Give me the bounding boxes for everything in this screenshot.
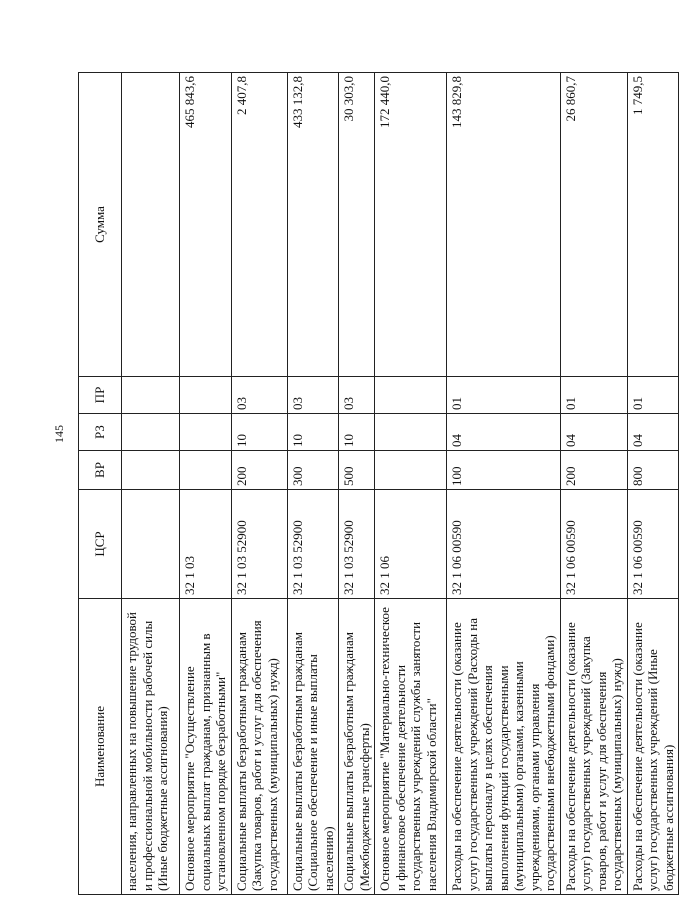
cell-sum: 143 829,8 [447,73,561,377]
cell-pr [122,377,180,414]
cell-vr: 300 [287,451,339,490]
page-number: 145 [52,425,66,443]
rotated-page-content [78,73,676,895]
cell-name: Социальные выплаты безработным гражданам (Межбюджетные трансферты) [339,599,375,895]
cell-rz: 10 [339,414,375,451]
cell-pr: 01 [627,377,679,414]
cell-name: населения, направленных на повышение трудовой и профессиональной мобильности рабочей силы (Иные бюджетные ассигнования) [122,599,180,895]
cell-name: Расходы на обеспечение деятельности (оказание услуг) государственных учреждений (Иные бюджетные ассигнования) [627,599,679,895]
table-row [375,73,447,895]
cell-csr: 32 1 06 00590 [627,490,679,599]
header-rz: РЗ [79,414,122,451]
header-name: Наименование [79,599,122,895]
cell-name: Социальные выплаты безработным гражданам (Социальное обеспечение и иные выплаты населению) [287,599,339,895]
cell-csr: 32 1 03 52900 [231,490,287,599]
table-row [231,73,287,895]
cell-vr: 200 [560,451,627,490]
cell-vr [122,451,180,490]
table-row [339,73,375,895]
cell-sum [122,73,180,377]
cell-csr: 32 1 03 52900 [287,490,339,599]
cell-sum: 433 132,8 [287,73,339,377]
cell-name: Социальные выплаты безработным гражданам (Закупка товаров, работ и услуг для обеспечения государственных (муниципальных) нужд) [231,599,287,895]
header-vr: ВР [79,451,122,490]
table-row [287,73,339,895]
cell-pr: 03 [339,377,375,414]
cell-vr [375,451,447,490]
header-csr: ЦСР [79,490,122,599]
cell-vr: 500 [339,451,375,490]
cell-csr: 32 1 06 [375,490,447,599]
cell-vr: 100 [447,451,561,490]
cell-rz: 04 [560,414,627,451]
cell-pr [180,377,232,414]
cell-sum: 30 303,0 [339,73,375,377]
cell-sum: 465 843,6 [180,73,232,377]
cell-pr: 01 [560,377,627,414]
table-row [122,73,180,895]
cell-csr: 32 1 06 00590 [447,490,561,599]
cell-sum: 172 440,0 [375,73,447,377]
cell-pr: 03 [231,377,287,414]
cell-sum: 2 407,8 [231,73,287,377]
cell-name: Основное мероприятие "Материально-техническое и финансовое обеспечение деятельности государственных учреждений службы занятости населения Владимирской области" [375,599,447,895]
cell-pr: 03 [287,377,339,414]
cell-csr [122,490,180,599]
cell-vr: 200 [231,451,287,490]
cell-sum: 26 860,7 [560,73,627,377]
cell-csr: 32 1 03 [180,490,232,599]
cell-rz [122,414,180,451]
table-row [447,73,561,895]
cell-sum: 1 749,5 [627,73,679,377]
cell-name: Основное мероприятие "Осуществление социальных выплат гражданам, признанным в установленном порядке безработными" [180,599,232,895]
cell-rz: 10 [231,414,287,451]
table-row [560,73,627,895]
table-row [627,73,679,895]
cell-vr [180,451,232,490]
cell-csr: 32 1 06 00590 [560,490,627,599]
cell-csr: 32 1 03 52900 [339,490,375,599]
budget-table [78,72,679,895]
cell-rz [180,414,232,451]
table-header-row [79,73,122,895]
cell-vr: 800 [627,451,679,490]
cell-name: Расходы на обеспечение деятельности (оказание услуг) государственных учреждений (Закупка товаров, работ и услуг для обеспечения государственных (муниципальных) нужд) [560,599,627,895]
cell-pr [375,377,447,414]
cell-name: Расходы на обеспечение деятельности (оказание услуг) государственных учреждений (Расходы на выплаты персоналу в целях обеспечения выполнения функций государственными (муниципальными) органами, казенными учреждениями, органами управления государственными внебюджетными фондами) [447,599,561,895]
cell-rz [375,414,447,451]
cell-rz: 04 [447,414,561,451]
cell-rz: 04 [627,414,679,451]
header-sum: Сумма [79,73,122,377]
cell-rz: 10 [287,414,339,451]
header-pr: ПР [79,377,122,414]
cell-pr: 01 [447,377,561,414]
table-row [180,73,232,895]
